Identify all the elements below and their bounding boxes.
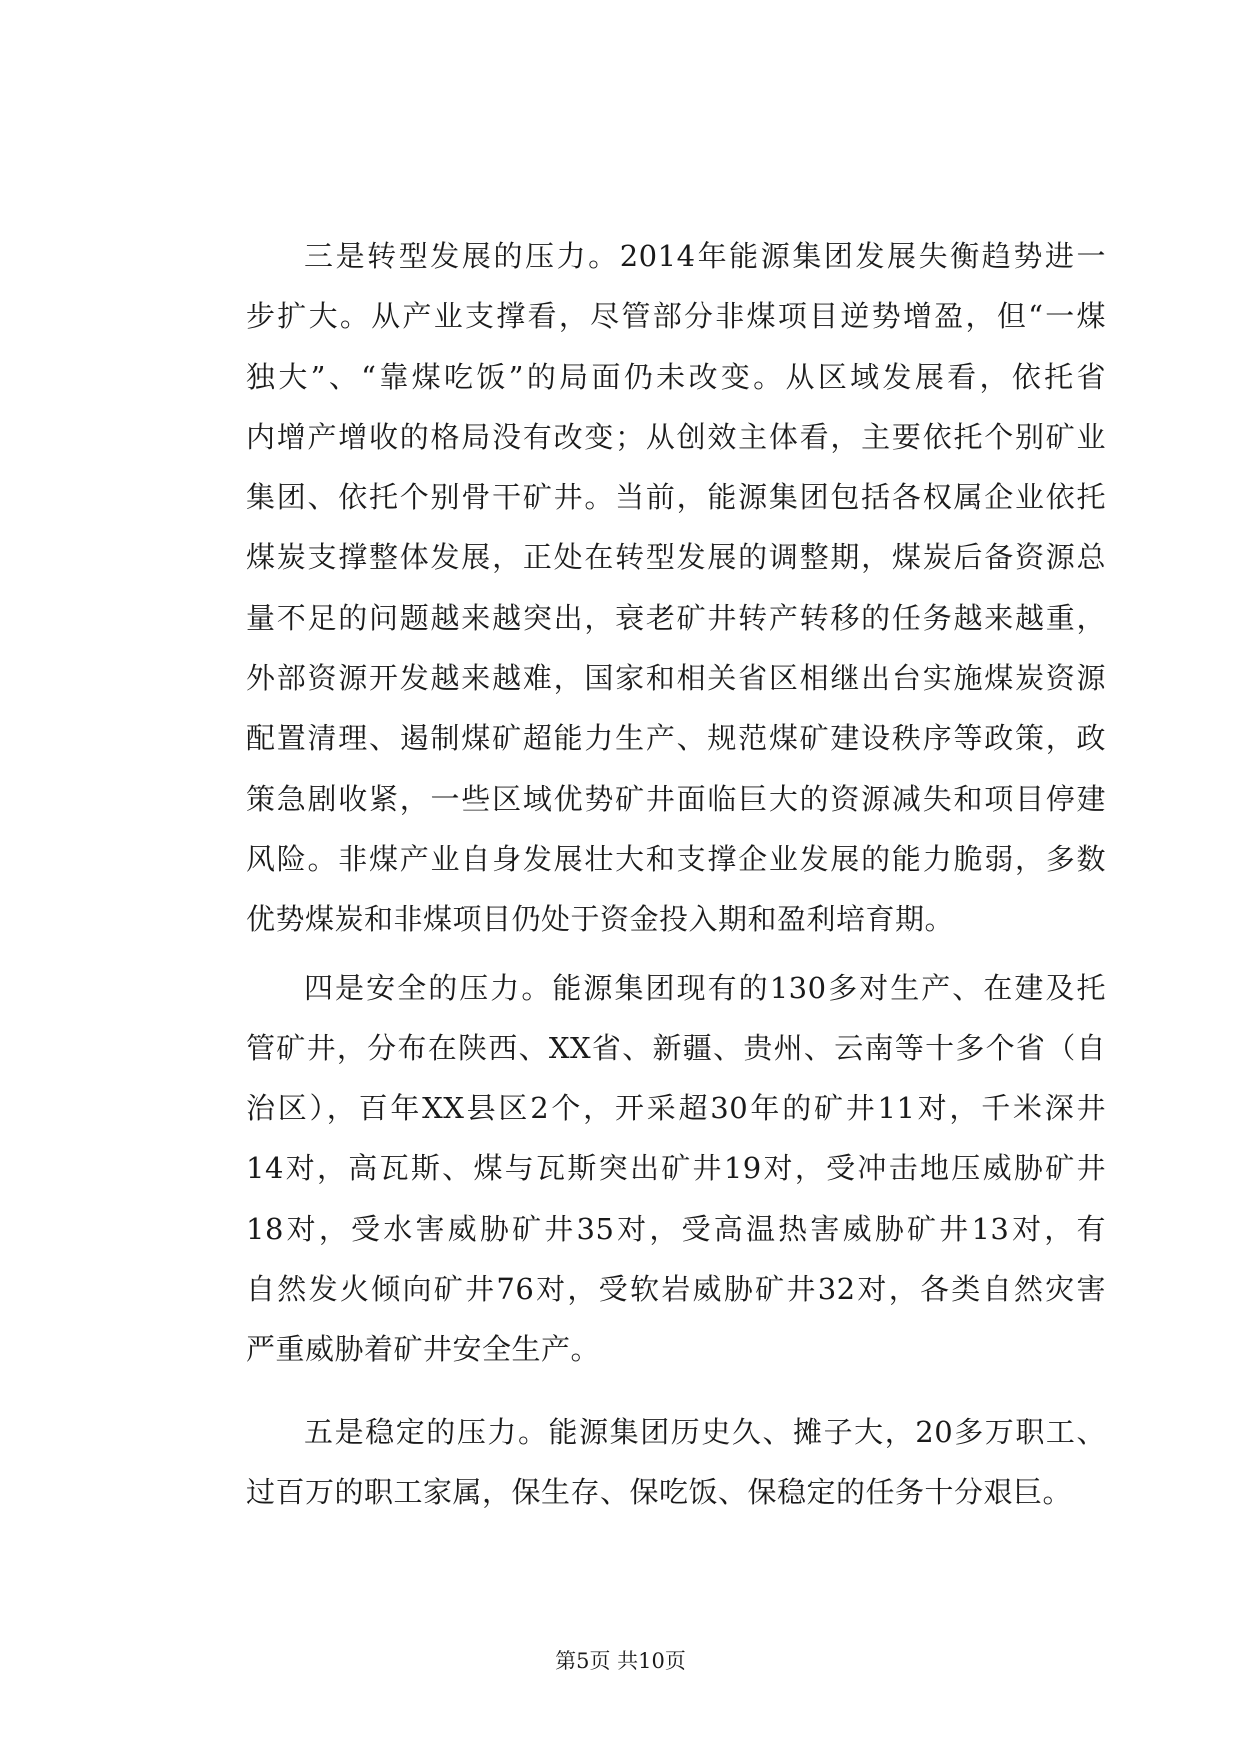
paragraph-2-line-4: 14对，高瓦斯、煤与瓦斯突出矿井19对，受冲击地压威胁矿井 bbox=[246, 1151, 1106, 1186]
paragraph-3-line-1: 五是稳定的压力。能源集团历史久、摊子大，20多万职工、 bbox=[304, 1414, 1106, 1449]
paragraph-1-line-2: 步扩大。从产业支撑看，尽管部分非煤项目逆势增盈，但“一煤 bbox=[246, 299, 1106, 334]
paragraph-2-line-2: 管矿井，分布在陕西、XX省、新疆、贵州、云南等十多个省（自 bbox=[246, 1030, 1106, 1065]
paragraph-1-line-8: 外部资源开发越来越难，国家和相关省区相继出台实施煤炭资源 bbox=[246, 661, 1106, 696]
paragraph-2-line-1: 四是安全的压力。能源集团现有的130多对生产、在建及托 bbox=[304, 970, 1106, 1005]
paragraph-1-line-10: 策急剧收紧，一些区域优势矿井面临巨大的资源减失和项目停建 bbox=[246, 781, 1106, 816]
paragraph-1-line-7: 量不足的问题越来越突出，衰老矿井转产转移的任务越来越重， bbox=[246, 600, 1106, 635]
page-footer: 第5页 共10页 bbox=[555, 1649, 686, 1673]
paragraph-1-line-9: 配置清理、遏制煤矿超能力生产、规范煤矿建设秩序等政策，政 bbox=[246, 721, 1106, 756]
paragraph-1-line-3: 独大”、“靠煤吃饭”的局面仍未改变。从区域发展看，依托省 bbox=[246, 359, 1106, 394]
paragraph-2-line-3: 治区），百年XX县区2个，开采超30年的矿井11对，千米深井 bbox=[246, 1091, 1106, 1126]
paragraph-1-line-6: 煤炭支撑整体发展，正处在转型发展的调整期，煤炭后备资源总 bbox=[246, 540, 1106, 575]
paragraph-1-line-4: 内增产增收的格局没有改变；从创效主体看，主要依托个别矿业 bbox=[246, 419, 1106, 454]
paragraph-2-line-7: 严重威胁着矿井安全生产。 bbox=[246, 1332, 601, 1367]
paragraph-1-line-11: 风险。非煤产业自身发展壮大和支撑企业发展的能力脆弱，多数 bbox=[246, 841, 1106, 876]
paragraph-2-line-6: 自然发火倾向矿井76对，受软岩威胁矿井32对，各类自然灾害 bbox=[246, 1272, 1106, 1307]
paragraph-1-line-5: 集团、依托个别骨干矿井。当前，能源集团包括各权属企业依托 bbox=[246, 480, 1106, 515]
document-body bbox=[246, 226, 1106, 1522]
paragraph-1-line-1: 三是转型发展的压力。2014年能源集团发展失衡趋势进一 bbox=[304, 239, 1106, 273]
paragraph-1-line-12: 优势煤炭和非煤项目仍处于资金投入期和盈利培育期。 bbox=[246, 902, 955, 937]
paragraph-3-line-2: 过百万的职工家属，保生存、保吃饭、保稳定的任务十分艰巨。 bbox=[246, 1474, 1073, 1509]
paragraph-2-line-5: 18对，受水害威胁矿井35对，受高温热害威胁矿井13对，有 bbox=[246, 1211, 1106, 1246]
